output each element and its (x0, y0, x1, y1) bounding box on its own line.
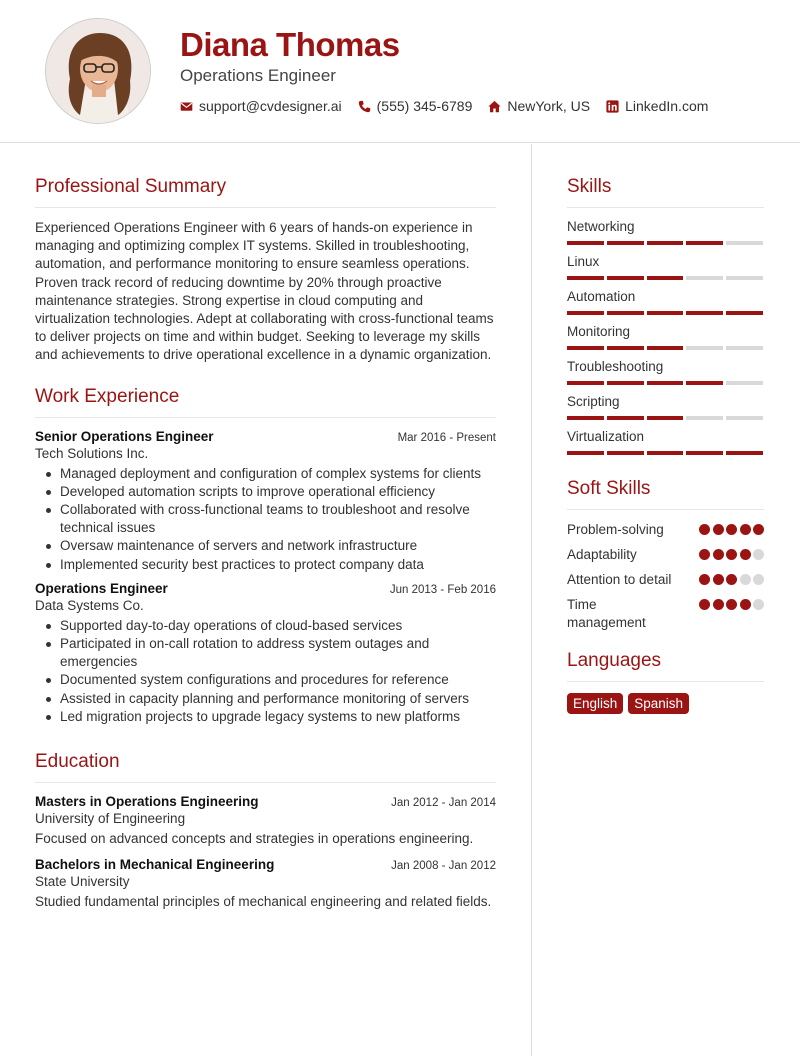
side-column (567, 176, 764, 714)
skill-level-segment (726, 311, 763, 315)
soft-skill-rating (699, 546, 764, 564)
skill-level-segment (607, 451, 644, 455)
education-entry (35, 857, 496, 911)
degree-title: Bachelors in Mechanical Engineering (35, 857, 275, 873)
contact-linkedin-text: LinkedIn.com (625, 98, 709, 114)
contact-phone[interactable] (358, 98, 473, 114)
skill-name: Virtualization (567, 429, 645, 444)
languages-heading: Languages (567, 650, 764, 682)
rating-dot (713, 524, 724, 535)
education-entry (35, 794, 496, 848)
skill-level-segment (686, 276, 723, 280)
job-dates: Mar 2016 - Present (397, 431, 496, 444)
education-dates: Jan 2008 - Jan 2012 (391, 860, 496, 873)
skill-level-segment (686, 241, 723, 245)
skill-level-segment (647, 311, 684, 315)
contact-email[interactable] (180, 98, 342, 114)
rating-dot (713, 599, 724, 610)
skill-level-segment (726, 241, 763, 245)
list-item: Oversaw maintenance of servers and network infrastructure (35, 537, 496, 555)
column-divider (531, 144, 532, 1056)
skill-level-segment (647, 346, 684, 350)
skill-level-segment (607, 241, 644, 245)
rating-dot (740, 574, 751, 585)
skill-level-segment (567, 311, 604, 315)
skill-level-bar (567, 241, 764, 245)
skill-name: Networking (567, 219, 635, 234)
job-company: Data Systems Co. (35, 597, 144, 613)
skill-level-segment (607, 346, 644, 350)
skill-level-bar (567, 311, 764, 315)
rating-dot (699, 549, 710, 560)
skill-level-segment (686, 381, 723, 385)
phone-icon (358, 100, 371, 113)
rating-dot (726, 599, 737, 610)
skill-level-segment (567, 241, 604, 245)
contact-list (180, 98, 708, 114)
list-item: Led migration projects to upgrade legacy systems to new platforms (35, 708, 496, 726)
resume-header (0, 0, 800, 143)
skill-level-segment (607, 416, 644, 420)
education-description: Studied fundamental principles of mechanical engineering and related fields. (35, 894, 492, 910)
skills-heading: Skills (567, 176, 764, 208)
skill-level-segment (647, 416, 684, 420)
soft-skill-name: Adaptability (567, 547, 637, 562)
skill-item (567, 254, 764, 280)
skill-level-segment (647, 276, 684, 280)
rating-dot (699, 524, 710, 535)
soft-skill-name: Time management (567, 597, 646, 630)
list-item: Collaborated with cross-functional teams to troubleshoot and resolve technical issues (35, 501, 496, 537)
skill-level-segment (607, 381, 644, 385)
skill-level-segment (686, 346, 723, 350)
skills-section (567, 176, 764, 455)
main-column (35, 176, 496, 920)
skill-level-segment (567, 276, 604, 280)
home-icon (488, 100, 501, 113)
rating-dot (740, 524, 751, 535)
candidate-name: Diana Thomas (180, 26, 400, 63)
skill-item (567, 289, 764, 315)
skill-level-bar (567, 416, 764, 420)
language-tag: English (567, 693, 623, 714)
list-item: Documented system configurations and procedures for reference (35, 671, 496, 689)
contact-email-text: support@cvdesigner.ai (199, 98, 342, 114)
skill-level-bar (567, 451, 764, 455)
rating-dot (740, 549, 751, 560)
skill-level-segment (607, 276, 644, 280)
skills-list (567, 219, 764, 455)
soft-skills-list (567, 521, 764, 632)
language-tag: Spanish (628, 693, 689, 714)
rating-dot (753, 524, 764, 535)
skill-level-segment (686, 416, 723, 420)
list-item: Supported day-to-day operations of cloud-based services (35, 617, 496, 635)
soft-skill-item (567, 596, 764, 632)
skill-level-segment (686, 311, 723, 315)
skill-level-segment (567, 346, 604, 350)
soft-skills-heading: Soft Skills (567, 478, 764, 510)
skill-name: Monitoring (567, 324, 631, 339)
skill-level-bar (567, 276, 764, 280)
summary-text: Experienced Operations Engineer with 6 years of hands-on experience in managing and optimizing complex IT systems. Skilled in troubleshooting, automation, and performance monitoring to ensure seamless operations. Proven track record of reducing downtime by 20% through proactive maintenance strategies. Strong expertise in cloud computing and virtualization technologies. Adept at collaborating with cross-functional teams to deliver projects on time and within budget. Seeking to leverage my skills and achievements to drive operational excellence in a dynamic organization. (35, 220, 494, 363)
skill-level-segment (726, 346, 763, 350)
school-name: State University (35, 874, 130, 890)
skill-item (567, 429, 764, 455)
education-dates: Jan 2012 - Jan 2014 (391, 797, 496, 810)
skill-name: Automation (567, 289, 636, 304)
skill-level-segment (567, 451, 604, 455)
list-item: Implemented security best practices to protect company data (35, 556, 496, 574)
soft-skill-rating (699, 571, 764, 589)
job-title: Senior Operations Engineer (35, 428, 214, 444)
job-bullets (35, 617, 496, 726)
avatar (45, 18, 151, 124)
languages-section (567, 650, 764, 714)
rating-dot (740, 599, 751, 610)
languages-list (567, 693, 764, 714)
skill-name: Scripting (567, 394, 620, 409)
summary-heading: Professional Summary (35, 176, 496, 208)
skill-item (567, 359, 764, 385)
soft-skill-rating (699, 596, 764, 632)
education-section (35, 751, 496, 911)
rating-dot (753, 549, 764, 560)
skill-level-segment (726, 381, 763, 385)
skill-item (567, 324, 764, 350)
envelope-icon (180, 100, 193, 113)
skill-level-segment (607, 311, 644, 315)
list-item: Managed deployment and configuration of complex systems for clients (35, 465, 496, 483)
rating-dot (713, 549, 724, 560)
degree-title: Masters in Operations Engineering (35, 794, 259, 810)
soft-skill-rating (699, 521, 764, 539)
skill-level-segment (567, 416, 604, 420)
rating-dot (753, 574, 764, 585)
skill-item (567, 219, 764, 245)
soft-skills-section (567, 478, 764, 632)
school-name: University of Engineering (35, 811, 186, 827)
profile-photo (46, 19, 151, 124)
list-item: Participated in on-call rotation to address system outages and emergencies (35, 635, 496, 671)
education-heading: Education (35, 751, 496, 783)
job-title: Operations Engineer (35, 580, 168, 596)
contact-location (488, 98, 590, 114)
education-description: Focused on advanced concepts and strategies in operations engineering. (35, 831, 474, 847)
contact-phone-text: (555) 345-6789 (376, 98, 473, 114)
list-item: Assisted in capacity planning and performance monitoring of servers (35, 690, 496, 708)
job-dates: Jun 2013 - Feb 2016 (389, 583, 496, 596)
linkedin-icon (606, 100, 619, 113)
rating-dot (726, 524, 737, 535)
rating-dot (753, 599, 764, 610)
skill-level-segment (647, 381, 684, 385)
soft-skill-item (567, 546, 764, 564)
rating-dot (713, 574, 724, 585)
soft-skill-name: Problem-solving (567, 522, 664, 537)
job-entry (35, 429, 496, 574)
skill-level-segment (726, 276, 763, 280)
skill-level-segment (726, 416, 763, 420)
skill-name: Troubleshooting (567, 359, 664, 374)
contact-linkedin[interactable] (606, 98, 708, 114)
soft-skill-item (567, 521, 764, 539)
experience-section (35, 386, 496, 726)
skill-name: Linux (567, 254, 600, 269)
skill-level-bar (567, 381, 764, 385)
candidate-title: Operations Engineer (180, 66, 336, 85)
job-bullets (35, 465, 496, 574)
skill-level-segment (647, 451, 684, 455)
rating-dot (699, 599, 710, 610)
skill-level-segment (686, 451, 723, 455)
job-entry (35, 581, 496, 726)
soft-skill-item (567, 571, 764, 589)
rating-dot (726, 549, 737, 560)
list-item: Developed automation scripts to improve operational efficiency (35, 483, 496, 501)
skill-item (567, 394, 764, 420)
skill-level-segment (567, 381, 604, 385)
summary-section (35, 176, 496, 365)
skill-level-segment (726, 451, 763, 455)
job-company: Tech Solutions Inc. (35, 445, 149, 461)
skill-level-segment (647, 241, 684, 245)
skill-level-bar (567, 346, 764, 350)
contact-location-text: NewYork, US (507, 98, 591, 114)
soft-skill-name: Attention to detail (567, 572, 672, 587)
rating-dot (699, 574, 710, 585)
experience-heading: Work Experience (35, 386, 496, 418)
rating-dot (726, 574, 737, 585)
